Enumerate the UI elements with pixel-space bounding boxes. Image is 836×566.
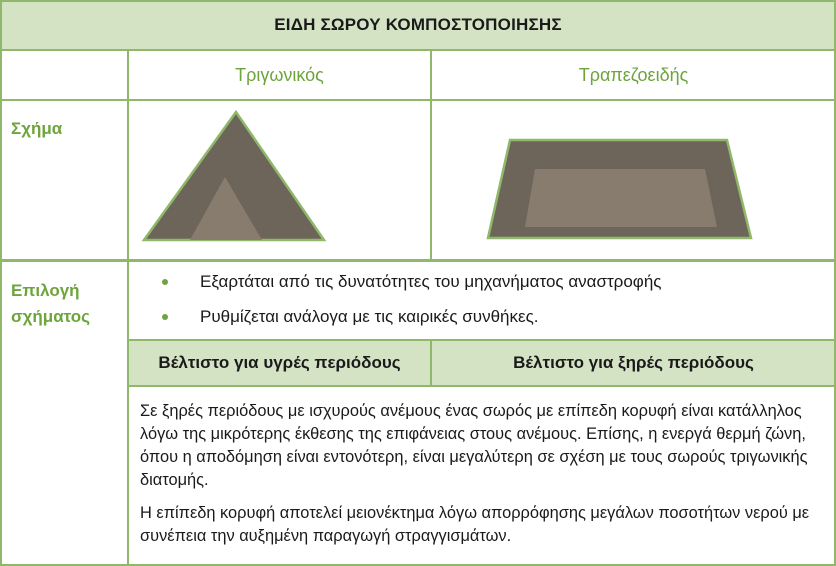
triangular-pile-illustration bbox=[128, 100, 431, 260]
description-cell bbox=[128, 386, 836, 566]
border-below-title bbox=[0, 49, 836, 51]
column-header-trapezoidal: Τραπεζοειδής bbox=[578, 64, 689, 85]
bullet-text: Εξαρτάται από τις δυνατότητες του μηχανήματος αναστροφής bbox=[200, 272, 662, 291]
trapezoid-pile-core bbox=[525, 169, 717, 227]
border-above-subheaders bbox=[128, 339, 836, 341]
bullet-dot-icon bbox=[162, 279, 168, 285]
row-label-shape-choice bbox=[0, 262, 128, 566]
column-header-triangular: Τριγωνικός bbox=[235, 64, 324, 85]
bullet-item bbox=[168, 272, 661, 292]
trapezoidal-pile-illustration bbox=[431, 100, 836, 260]
border-label-column bbox=[127, 50, 129, 566]
row-label-line-2: σχήματος bbox=[11, 307, 90, 326]
border-left bbox=[0, 0, 2, 566]
table-title: ΕΙΔΗ ΣΩΡΟΥ ΚΟΜΠΟΣΤΟΠΟΙΗΣΗΣ bbox=[0, 0, 836, 50]
description-paragraph: Σε ξηρές περιόδους με ισχυρούς ανέμους ένας σωρός με επίπεδη κορυφή είναι κατάλληλος λόγω της μικρότερης έκθεσης της επιφάνειας στους ανέμους. Επίσης, η ενεργά θερμή ζώνη, όπου η αποδόμηση είναι εντονότερη, είναι μεγαλύτερη σε σχέση με τους σωρούς τριγωνικής διατομής. bbox=[140, 402, 808, 489]
bullet-item bbox=[168, 307, 538, 327]
row-label-shape: Σχήμα bbox=[11, 119, 63, 138]
border-below-subheaders bbox=[128, 385, 836, 387]
trapezoidal-shape-cell bbox=[431, 100, 836, 260]
border-top bbox=[0, 0, 836, 2]
subheader-wet-periods: Βέλτιστο για υγρές περιόδους bbox=[128, 340, 431, 386]
border-between-subheaders bbox=[430, 340, 432, 386]
triangular-shape-cell bbox=[128, 100, 431, 260]
bullet-list bbox=[128, 262, 836, 340]
bullet-dot-icon bbox=[162, 314, 168, 320]
bullet-text: Ρυθμίζεται ανάλογα με τις καιρικές συνθήκες. bbox=[200, 307, 539, 326]
row-label-line-1: Επιλογή bbox=[11, 281, 80, 300]
border-below-shape-row bbox=[0, 259, 836, 262]
subheader-dry-periods: Βέλτιστο για ξηρές περιόδους bbox=[431, 340, 836, 386]
border-between-shapes bbox=[430, 50, 432, 260]
border-below-columns bbox=[0, 99, 836, 101]
description-paragraph: Η επίπεδη κορυφή αποτελεί μειονέκτημα λόγω απορρόφησης μεγάλων ποσοτήτων νερού με συνέπεια την αυξημένη παραγωγή στραγγισμάτων. bbox=[140, 504, 810, 545]
